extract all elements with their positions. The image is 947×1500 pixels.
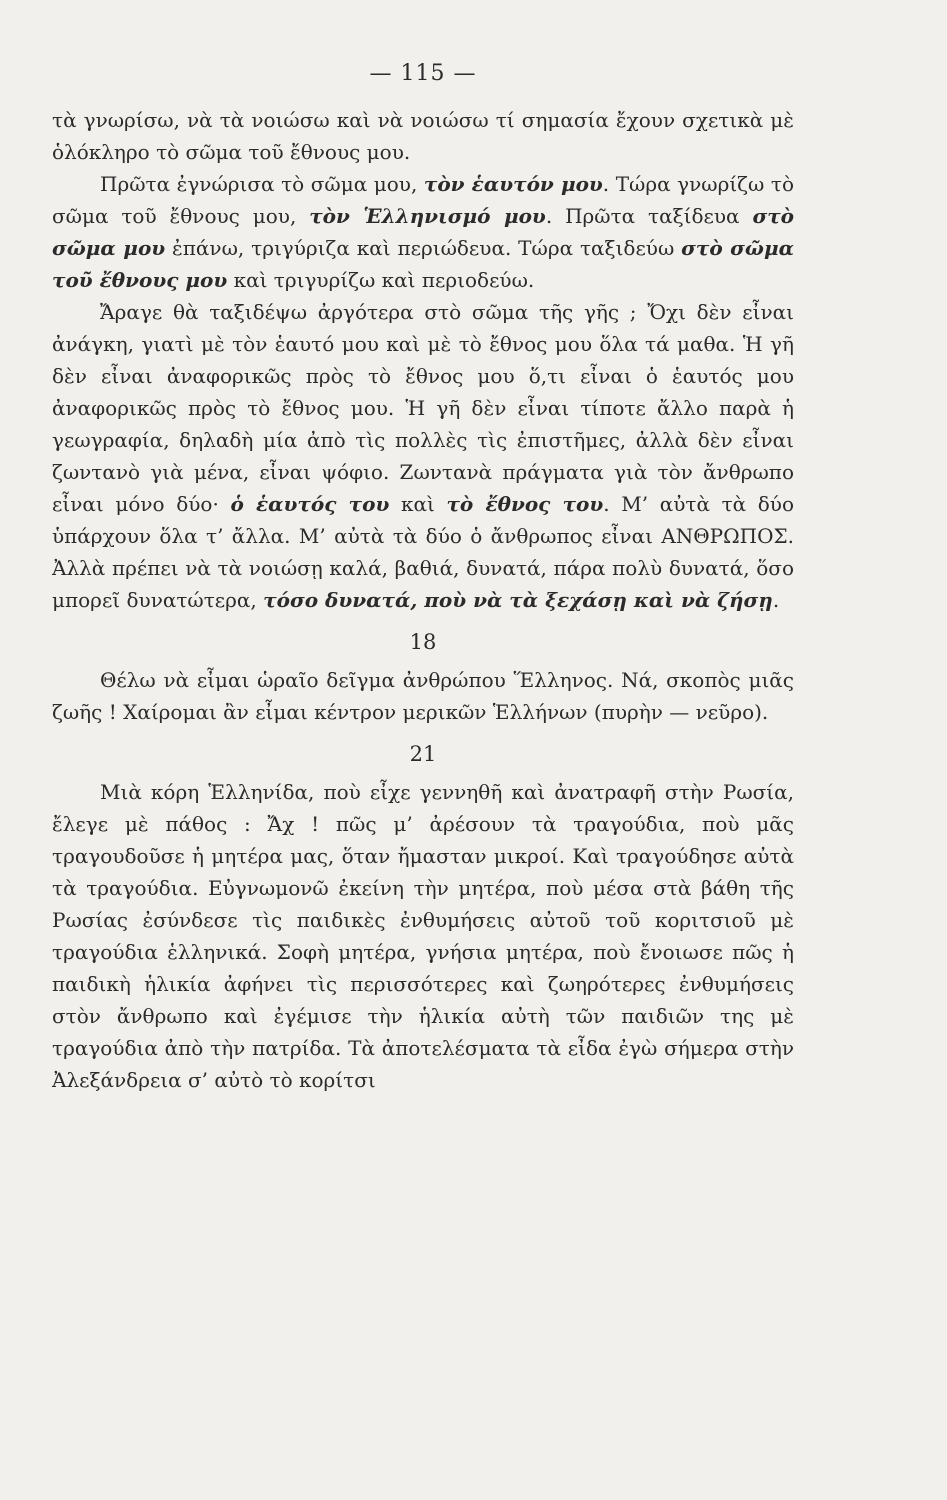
text-run: . Μ’ αὐτὰ τὰ δύο ὑπάρχουν ὅλα τ’ ἄλλα. Μ’ αὐτὰ τὰ δύο ὁ ἄνθρωπος εἶναι ΑΝΘΡΩΠΟΣ. Ἀλλὰ πρέπει νὰ τὰ νοιώσῃ καλά, βαθιά, δυνατά, πάρα πολὺ δυνατά, ὅσο μπορεῖ δυνατώτερα, (52, 492, 795, 612)
top-paragraphs (52, 104, 794, 616)
book-page (52, 58, 794, 1096)
emphasis-text: τὸν Ἑλληνισμό μου (309, 204, 546, 228)
paragraph (52, 296, 794, 616)
section-18-text: Θέλω νὰ εἶμαι ὡραῖο δεῖγμα ἀνθρώπου Ἕλληνος. Νά, σκοπὸς μιᾶς ζωῆς ! Χαίρομαι ἂν εἶμαι κέντρον μερικῶν Ἑλλήνων (πυρὴν — νεῦρο). (52, 668, 794, 724)
emphasis-text: στὸ σῶμα μου (52, 204, 794, 260)
text-run: ἐπάνω, τριγύριζα καὶ περιώδευα. Τώρα ταξιδεύω (165, 236, 682, 260)
text-run: . Τώρα γνωρίζω τὸ σῶμα τοῦ ἔθνους μου, (52, 172, 794, 228)
page-number: — 115 — (369, 61, 477, 86)
emphasis-text: στὸ σῶμα τοῦ ἔθνους μου (52, 236, 795, 292)
section-number-18: 18 (409, 630, 437, 654)
text-run: καὶ τριγυρίζω καὶ περιοδεύω. (227, 268, 535, 292)
text-run: Πρῶτα ἐγνώρισα τὸ σῶμα μου, (100, 172, 424, 196)
text-run: . Πρῶτα ταξίδευα (545, 204, 753, 228)
text-run: τὰ γνωρίσω, νὰ τὰ νοιώσω καὶ νὰ νοιώσω τί σημασία ἔχουν σχετικὰ μὲ ὁλόκληρο τὸ σῶμα τοῦ ἔθνους μου. (52, 108, 794, 164)
section-number-21: 21 (409, 742, 437, 766)
text-run: . (772, 588, 780, 612)
emphasis-text: τόσο δυνατά, ποὺ νὰ τὰ ξεχάσῃ καὶ νὰ ζήσῃ (263, 588, 773, 612)
section-21-text: Μιὰ κόρη Ἑλληνίδα, ποὺ εἶχε γεννηθῆ καὶ ἀνατραφῆ στὴν Ρωσία, ἔλεγε μὲ πάθος : Ἄχ ! πῶς μ’ ἀρέσουν τὰ τραγούδια, ποὺ μᾶς τραγουδοῦσε ἡ μητέρα μας, ὅταν ἤμασταν μικροί. Καὶ τραγούδησε αὐτὰ τὰ τραγούδια. Εὐγνωμονῶ ἐκείνη τὴν μητέρα, ποὺ μέσα στὰ βάθη τῆς Ρωσίας ἐσύνδεσε τὶς παιδικὲς ἐνθυμήσεις αὐτοῦ τοῦ κοριτσιοῦ μὲ τραγούδια ἑλληνικά. Σοφὴ μητέρα, γνήσια μητέρα, ποὺ ἔνοιωσε πῶς ἡ παιδικὴ ἡλικία ἀφήνει τὶς περισσότερες καὶ ζωηρότερες ἐνθυμήσεις στὸν ἄνθρωπο καὶ ἐγέμισε τὴν ἡλικία αὐτὴ τῶν παιδιῶν της μὲ τραγούδια ἀπὸ τὴν πατρίδα. Τὰ ἀποτελέσματα τὰ εἶδα ἐγὼ σήμερα στὴν Ἀλεξάνδρεια σ’ αὐτὸ τὸ κορίτσι (52, 780, 794, 1092)
emphasis-text: τὸ ἔθνος του (446, 492, 604, 516)
emphasis-text: ὁ ἑαυτός του (230, 492, 390, 516)
text-run: Ἄραγε θὰ ταξιδέψω ἀργότερα στὸ σῶμα τῆς γῆς ; Ὄχι δὲν εἶναι ἀνάγκη, γιατὶ μὲ τὸν ἑαυτό μου καὶ μὲ τὸ ἔθνος μου ὅλα τά μαθα. Ἡ γῆ δὲν εἶναι ἀναφορικῶς πρὸς τὸ ἔθνος μου ὅ,τι εἶναι ὁ ἑαυτός μου ἀναφορικῶς πρὸς τὸ ἔθνος μου. Ἡ γῆ δὲν εἶναι τίποτε ἄλλο παρὰ ἡ γεωγραφία, δηλαδὴ μία ἀπὸ τὶς πολλὲς τὶς ἐπιστῆμες, ἀλλὰ δὲν εἶναι ζωντανὸ γιὰ μένα, εἶναι ψόφιο. Ζωντανὰ πράγματα γιὰ τὸν ἄνθρωπο εἶναι μόνο δύο· (52, 300, 794, 516)
paragraph (52, 104, 794, 168)
paragraph (52, 168, 794, 296)
emphasis-text: τὸν ἑαυτόν μου (423, 172, 603, 196)
text-run: καὶ (389, 492, 447, 516)
